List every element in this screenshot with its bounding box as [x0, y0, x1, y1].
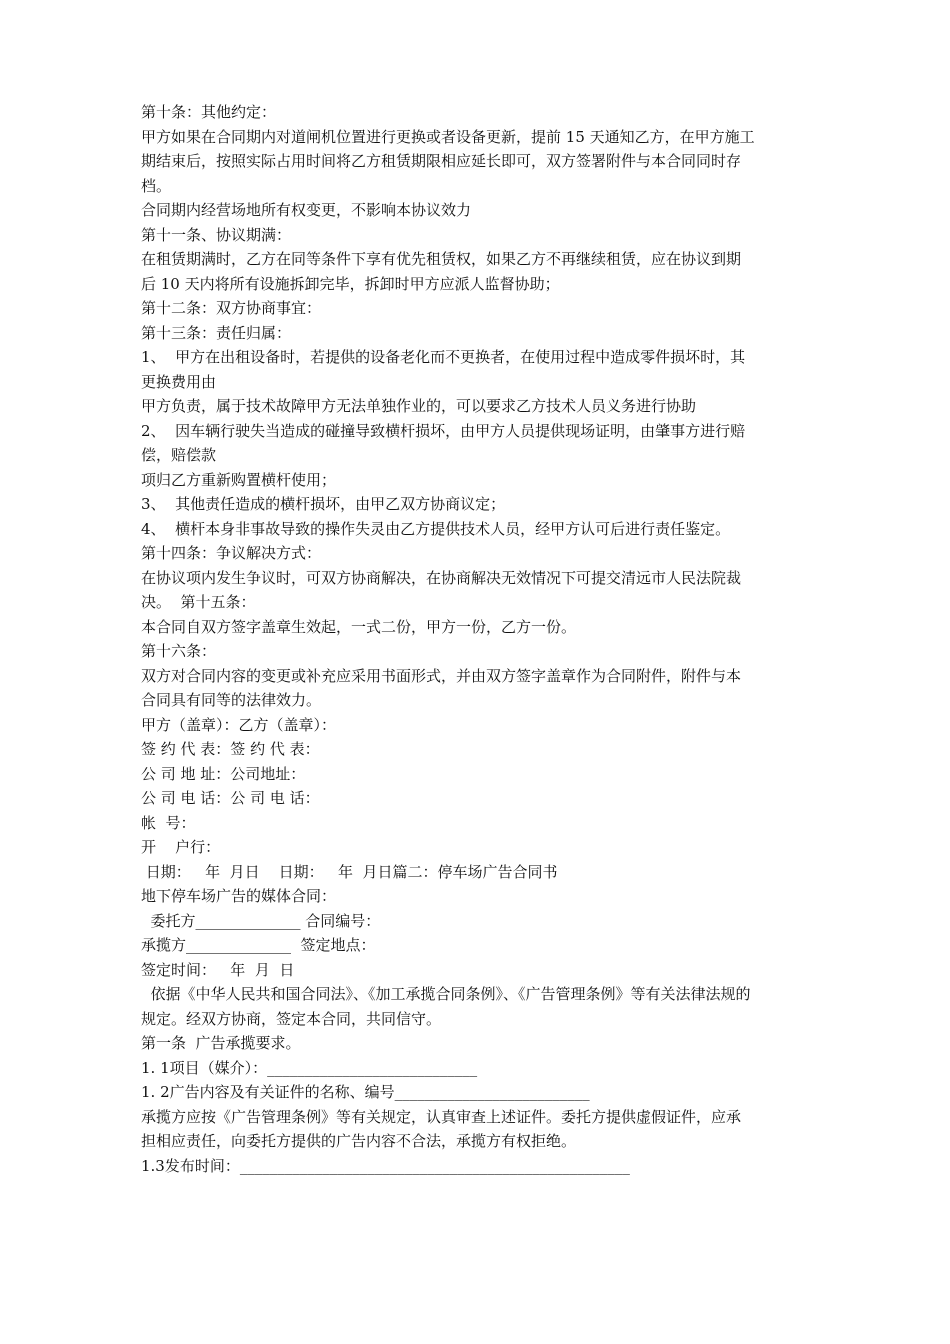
- text-line: 日期： 年 月日 日期： 年 月日篇二：停车场广告合同书: [141, 862, 558, 881]
- text-line: 1. 2广告内容及有关证件的名称、编号__________________________: [141, 1083, 590, 1101]
- text-line: 更换费用由: [141, 372, 217, 391]
- text-line: 决。 第十五条：: [141, 593, 256, 611]
- text-line: 2、 因车辆行驶失当造成的碰撞导致横杆损坏，由甲方人员提供现场证明，由肇事方进行赔: [141, 421, 746, 440]
- text-line: 第十四条：争议解决方式：: [141, 544, 322, 562]
- text-line: 合同期内经营场地所有权变更，不影响本协议效力: [141, 201, 472, 219]
- text-line: 3、 其他责任造成的横杆损坏，由甲乙双方协商议定；: [141, 495, 506, 513]
- text-line: 合同具有同等的法律效力。: [141, 691, 322, 709]
- text-line: 期结束后，按照实际占用时间将乙方租赁期限相应延长即可，双方签署附件与本合同同时存: [141, 152, 742, 170]
- text-line: 公 司 电 话：公 司 电 话：: [141, 789, 320, 807]
- text-line: 4、 横杆本身非事故导致的操作失灵由乙方提供技术人员，经甲方认可后进行责任鉴定。: [141, 519, 731, 538]
- text-line: 第十六条：: [141, 642, 217, 660]
- text-line: 档。: [141, 176, 172, 195]
- text-line: 委托方______________ 合同编号：: [141, 911, 381, 930]
- text-line: 项归乙方重新购置横杆使用；: [141, 470, 337, 489]
- text-line: 签 约 代 表：签 约 代 表：: [141, 740, 320, 758]
- document-body: [141, 100, 813, 1178]
- text-line: 1.3发布时间：____________________________________________________: [141, 1156, 630, 1175]
- text-line: 承揽方______________ 签定地点：: [141, 936, 376, 954]
- text-line: 后 10 天内将所有设施拆卸完毕，拆卸时甲方应派人监督协助；: [141, 274, 560, 293]
- text-line: 帐 号：: [141, 813, 196, 832]
- text-line: 承揽方应按《广告管理条例》等有关规定，认真审查上述证件。委托方提供虚假证件，应承: [141, 1107, 742, 1126]
- text-line: 规定。经双方协商，签定本合同，共同信守。: [141, 1009, 442, 1028]
- text-line: 甲方（盖章）：乙方（盖章）：: [141, 715, 337, 734]
- text-line: 甲方如果在合同期内对道闸机位置进行更换或者设备更新，提前 15 天通知乙方，在甲方施工: [141, 127, 755, 146]
- text-line: 偿，赔偿款: [141, 446, 217, 464]
- text-line: 第一条 广告承揽要求。: [141, 1034, 301, 1052]
- text-line: 第十一条、协议期满：: [141, 225, 292, 244]
- text-line: 开 户行：: [141, 838, 221, 856]
- text-line: 1. 1项目（媒介）：____________________________: [141, 1058, 478, 1077]
- text-line: 依据《中华人民共和国合同法》、《加工承揽合同条例》、《广告管理条例》等有关法律法规的: [141, 985, 751, 1003]
- text-line: 甲方负责，属于技术故障甲方无法单独作业的，可以要求乙方技术人员义务进行协助: [141, 397, 697, 415]
- text-line: 公 司 地 址：公司地址：: [141, 764, 306, 783]
- text-line: 担相应责任，向委托方提供的广告内容不合法，承揽方有权拒绝。: [141, 1132, 577, 1150]
- text-line: 第十二条：双方协商事宜：: [141, 299, 322, 317]
- text-line: 第十三条：责任归属：: [141, 323, 292, 342]
- text-line: 地下停车场广告的媒体合同：: [141, 887, 337, 905]
- text-line: 第十条：其他约定：: [141, 103, 277, 121]
- text-line: 签定时间： 年 月 日: [141, 960, 295, 979]
- text-line: 本合同自双方签字盖章生效起，一式二份，甲方一份，乙方一份。: [141, 617, 577, 636]
- text-line: 在协议项内发生争议时，可双方协商解决，在协商解决无效情况下可提交清远市人民法院裁: [141, 568, 742, 587]
- text-line: 1、 甲方在出租设备时，若提供的设备老化而不更换者，在使用过程中造成零件损坏时，其: [141, 348, 746, 366]
- text-line: 在租赁期满时，乙方在同等条件下享有优先租赁权，如果乙方不再继续租赁，应在协议到期: [141, 250, 742, 268]
- text-line: 双方对合同内容的变更或补充应采用书面形式，并由双方签字盖章作为合同附件，附件与本: [141, 666, 742, 685]
